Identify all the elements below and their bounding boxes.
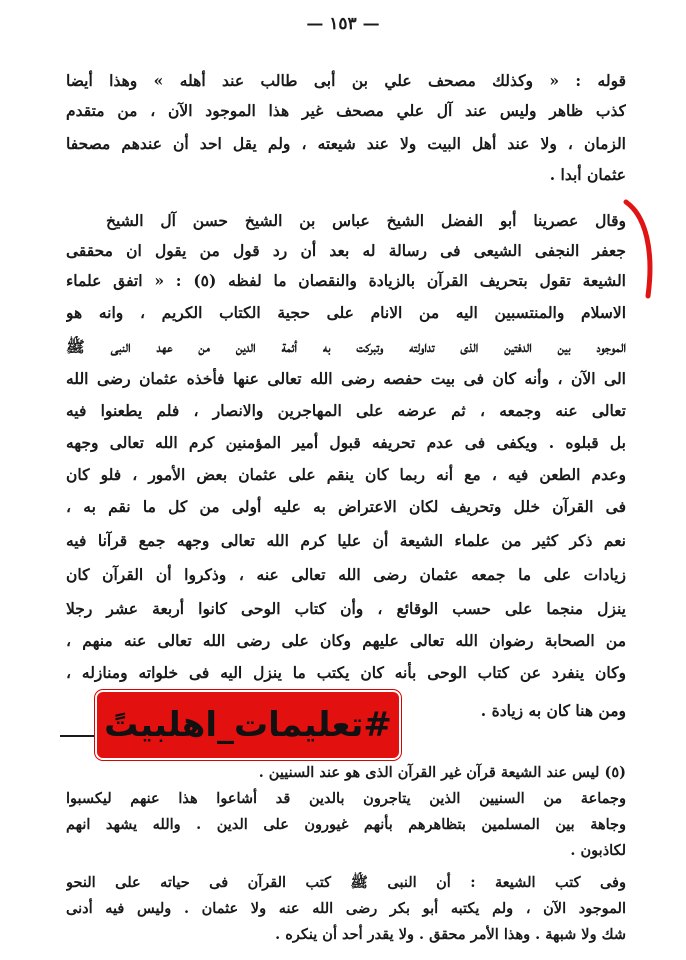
text-line: فى القرآن خلل وتحريف لكان الاعتراض به عليه أولى من كل ما نقم به ، xyxy=(66,497,626,516)
text-line: الشيعة تقول بتحريف القرآن بالزيادة والنقصان ما لفظه (٥) : « اتفق علماء xyxy=(66,271,626,290)
footnote-line: (٥) ليس عند الشيعة قرآن غير القرآن الذى هو عند السنيين . xyxy=(258,764,626,781)
text-line: الزمان ، ولا عند أهل البيت ولا عند شيعته ، ولم يقل احد أن عندهم مصحفا xyxy=(66,134,626,153)
text-line: وقال عصرينا أبو الفضل الشيخ عباس بن الشيخ حسن آل الشيخ xyxy=(106,211,626,230)
text-line: بل قبلوه . ويكفى فى عدم تحريفه قبول أمير المؤمنين كرم الله تعالى وجهه xyxy=(66,433,626,452)
text-line: من الصحابة رضوان الله تعالى عليهم وكان على رضى الله تعالى عنه منهم ، xyxy=(66,631,626,650)
text-line: زيادات على ما جمعه عثمان رضى الله تعالى عنه ، وذكروا أن القرآن كان xyxy=(66,565,626,584)
text-line: ومن هنا كان به زيادة . xyxy=(480,701,626,720)
text-line: عثمان أبدا . xyxy=(549,165,626,184)
footnote-line: وفى كتب الشيعة : أن النبى ﷺ كتب القرآن فى حياته على النحو xyxy=(66,874,626,891)
footnote-line: وجماعة من السنيين الذين يتاجرون بالدين قد أشاعوا هذا عنهم ليكسبوا xyxy=(66,790,626,807)
footnote-line: لكاذبون . xyxy=(570,842,626,859)
text-line: كذب ظاهر وليس عند آل علي مصحف غير هذا الموجود الآن ، من متقدم xyxy=(66,101,626,120)
text-line: تعالى عنه وجمعه ، ثم عرضه على المهاجرين والانصار ، فلم يطعنوا فيه xyxy=(66,401,626,420)
page-number: — ١٥٣ — xyxy=(306,14,380,34)
text-line: الموجود بين الدفتين الذى تداولته وتبركت به أئمة الدين من عهد النبى ﷺ xyxy=(66,337,626,356)
footnote-line: شك ولا شبهة . وهذا الأمر محقق . ولا يقدر أحد أن ينكره . xyxy=(275,926,626,943)
text-line: وكان ينفرد عن كتاب الوحى بأنه كان يكتب ما ينزل اليه فى خلواته ومنازله ، xyxy=(66,663,626,682)
hashtag-banner: #تعليمات_اهلبيتً xyxy=(95,690,401,760)
red-bracket-mark xyxy=(622,196,662,306)
text-line: الاسلام والمنتسبين اليه من الانام على حجية الكتاب الكريم ، وانه هو xyxy=(66,303,626,322)
text-line: نعم ذكر كثير من علماء الشيعة أن عليا كرم الله تعالى وجهه جمع قرآنا فيه xyxy=(66,531,626,550)
text-line: جعفر النجفى الشيعى فى رسالة له بعد أن رد قول من يقول ان محققى xyxy=(66,241,626,260)
text-line: قوله : « وكذلك مصحف علي بن أبى طالب عند أهله » وهذا أيضا xyxy=(66,71,626,90)
text-line: ينزل منجما على حسب الوقائع ، وأن كتاب الوحى كانوا أربعة عشر رجلا xyxy=(66,599,626,618)
footnote-line: وجاهة بين المسلمين بتظاهرهم بأنهم غيورون على الدين . والله يشهد انهم xyxy=(66,816,626,833)
footnote-line: الموجود الآن ، ولم يكتبه أبو بكر رضى الله عنه ولا عثمان . وليس فيه أدنى xyxy=(66,900,626,917)
text-line: وعدم الطعن فيه ، مع أنه ربما كان ينقم على عثمان بعض الأمور ، فلو كان xyxy=(66,465,626,484)
text-line: الى الآن ، وأنه كان فى بيت حفصه رضى الله تعالى عنها فأخذه عثمان رضى الله xyxy=(66,369,626,388)
